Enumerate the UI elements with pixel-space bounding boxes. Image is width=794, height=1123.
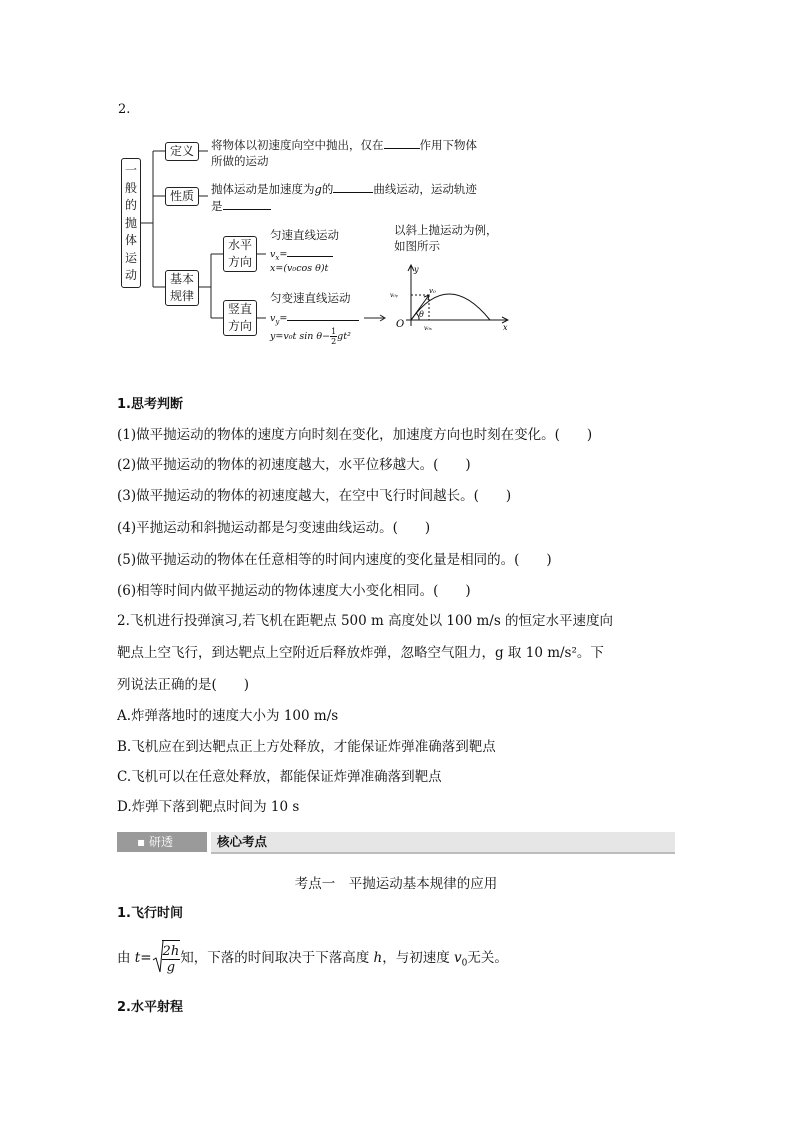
kaodian-heading: 考点一 平抛运动基本规律的应用: [294, 876, 498, 892]
banner-title: 核心考点: [217, 834, 268, 849]
judge-item: (6)相等时间内做平抛运动的物体速度大小变化相同。( ): [117, 583, 471, 599]
judge-item: (5)做平抛运动的物体在任意相等的时间内速度的变化量是相同的。( ): [117, 552, 552, 568]
sqrt-expression: $\frac{2h}{g}$: [152, 940, 181, 977]
judge-item: (3)做平抛运动的物体的初速度越大，在空中飞行时间越长。( ): [117, 488, 512, 504]
option-d: D.炸弹下落到靶点时间为 10 s: [117, 799, 300, 815]
nature-box: 性质: [165, 187, 199, 206]
horizontal-title: 匀速直线运动: [270, 228, 339, 242]
projectile-diagram: [386, 262, 512, 338]
blank: [384, 136, 420, 149]
blank: [287, 247, 333, 257]
flight-time-title: 1.飞行时间: [117, 906, 183, 921]
definition-box: 定义: [165, 142, 199, 161]
vertical-box: 竖直 方向: [223, 300, 257, 336]
root-box: 一 般 的 抛 体 运 动: [121, 158, 141, 288]
question-line: 靶点上空飞行，到达靶点上空附近后释放炸弹，忽略空气阻力，g 取 10 m/s²。下: [117, 645, 604, 661]
judge-title: 1.思考判断: [117, 397, 183, 412]
flight-time-formula: 由 t= $\frac{2h}{g}$ 知，下落的时间取决于下落高度 h，与初速度 $v_0$无关。: [117, 940, 508, 982]
section-number: 2.: [118, 102, 131, 117]
nature-text: 抛体运动是加速度为g的 曲线运动，运动轨迹 是: [211, 182, 477, 213]
vertical-title: 匀变速直线运动: [270, 291, 351, 305]
question-line: 列说法正确的是( ): [117, 677, 250, 693]
example-text: 以斜上抛运动为例， 如图所示: [394, 223, 498, 253]
rules-box: 基本 规律: [165, 270, 199, 306]
origin-label: O: [396, 319, 405, 330]
option-b: B.飞机应在到达靶点正上方处释放，才能保证炸弹准确落到靶点: [117, 739, 496, 755]
banner-tag: ▪ 研透: [117, 832, 207, 852]
horizontal-velocity: $v_x=$: [270, 247, 333, 265]
blank: [333, 180, 373, 193]
x-label: x: [503, 323, 508, 332]
judge-item: (4)平抛运动和斜抛运动都是匀变速曲线运动。( ): [117, 520, 431, 536]
y-label: y: [414, 265, 419, 274]
section-banner: [117, 832, 675, 852]
v0x-label: v₀ₓ: [424, 325, 432, 332]
question-line: 2.飞机进行投弹演习,若飞机在距靶点 500 m 高度处以 100 m/s 的恒定水平速度向: [117, 613, 614, 629]
theta-label: θ: [419, 310, 424, 319]
definition-text: 将物体以初速度向空中抛出，仅在 作用下物体 所做的运动: [211, 138, 477, 168]
judge-item: (2)做平抛运动的物体的初速度越大，水平位移越大。( ): [117, 457, 471, 473]
vertical-position: y=v₀t sin θ− $\frac{1}{2}$ gt²: [270, 327, 351, 346]
v0-label: v₀: [429, 287, 436, 295]
v0y-label: v₀ᵧ: [390, 292, 399, 299]
vertical-velocity: $v_y=$: [270, 311, 359, 329]
horizontal-box: 水平 方向: [223, 236, 257, 272]
option-a: A.炸弹落地时的速度大小为 100 m/s: [117, 708, 339, 724]
range-title: 2.水平射程: [117, 1000, 183, 1015]
blank: [223, 197, 271, 210]
blank: [287, 311, 359, 321]
option-c: C.飞机可以在任意处释放，都能保证炸弹准确落到靶点: [117, 769, 442, 785]
judge-item: (1)做平抛运动的物体的速度方向时刻在变化，加速度方向也时刻在变化。( ): [117, 427, 593, 443]
horizontal-position: x=(v₀cos θ)t: [270, 263, 329, 274]
